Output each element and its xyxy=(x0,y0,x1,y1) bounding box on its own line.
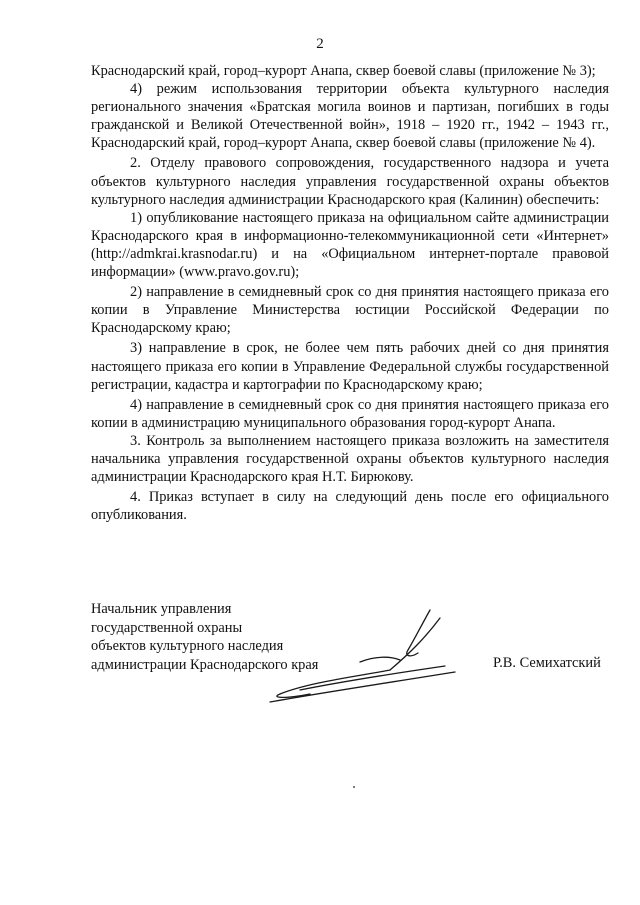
page-number: 2 xyxy=(316,36,324,52)
paragraph-subitem-2: 2) направление в семидневный срок со дня принятия настоящего приказа его копии в Управление Министерства юстиции Российской Федерации по Краснодарскому краю; xyxy=(91,284,609,337)
handwritten-signature xyxy=(240,598,480,708)
paragraph-clause-3: 3. Контроль за выполнением настоящего приказа возложить на заместителя начальника управления государственной охраны объектов культурного наследия администрации Краснодарского края Н.Т. Бирюкову. xyxy=(91,432,609,486)
signatory-title-line: администрации Краснодарского края xyxy=(91,656,319,673)
document-body xyxy=(91,62,609,524)
signatory-title-line: государственной охраны xyxy=(91,619,243,636)
signatory-title-line: Начальник управления xyxy=(91,601,232,617)
paragraph-clause-2: 2. Отделу правового сопровождения, государственного надзора и учета объектов культурного наследия управления государственной охраны объектов культурного наследия администрации Краснодарского края (Калинин) обеспечить: xyxy=(91,155,609,208)
paragraph-clause-4: 4. Приказ вступает в силу на следующий день после его официального опубликования. xyxy=(91,489,609,524)
signer-name: Р.В. Семихатский xyxy=(493,655,601,671)
paragraph-subitem-3: 3) направление в срок, не более чем пять рабочих дней со дня принятия настоящего приказа его копии в Управление Федеральной службы государственной регистрации, кадастра и картографии по Краснодарскому краю; xyxy=(91,340,609,393)
signatory-title-line: объектов культурного наследия xyxy=(91,638,284,654)
scan-speck xyxy=(353,786,355,788)
paragraph-continuation: Краснодарский край, город–курорт Анапа, сквер боевой славы (приложение № 3); xyxy=(91,63,596,79)
paragraph-subitem-4: 4) направление в семидневный срок со дня принятия настоящего приказа его копии в администрацию муниципального образования город-курорт Анапа. xyxy=(91,396,609,431)
paragraph-item-4: 4) режим использования территории объекта культурного наследия регионального значения «Братская могила воинов и партизан, погибших в годы гражданской и Великой Отечественной войн», 1918 – 1920 гг., 1942 – 1943 гг., Краснодарский край, город–курорт Анапа, сквер боевой славы (приложение № 4). xyxy=(91,81,609,152)
paragraph-subitem-1: 1) опубликование настоящего приказа на официальном сайте администрации Краснодарского края в информационно-телекоммуникационной сети «Интернет» (http://admkrai.krasnodar.ru) и на «Официальном интернет-портале правовой информации» (www.pravo.gov.ru); xyxy=(91,209,609,281)
